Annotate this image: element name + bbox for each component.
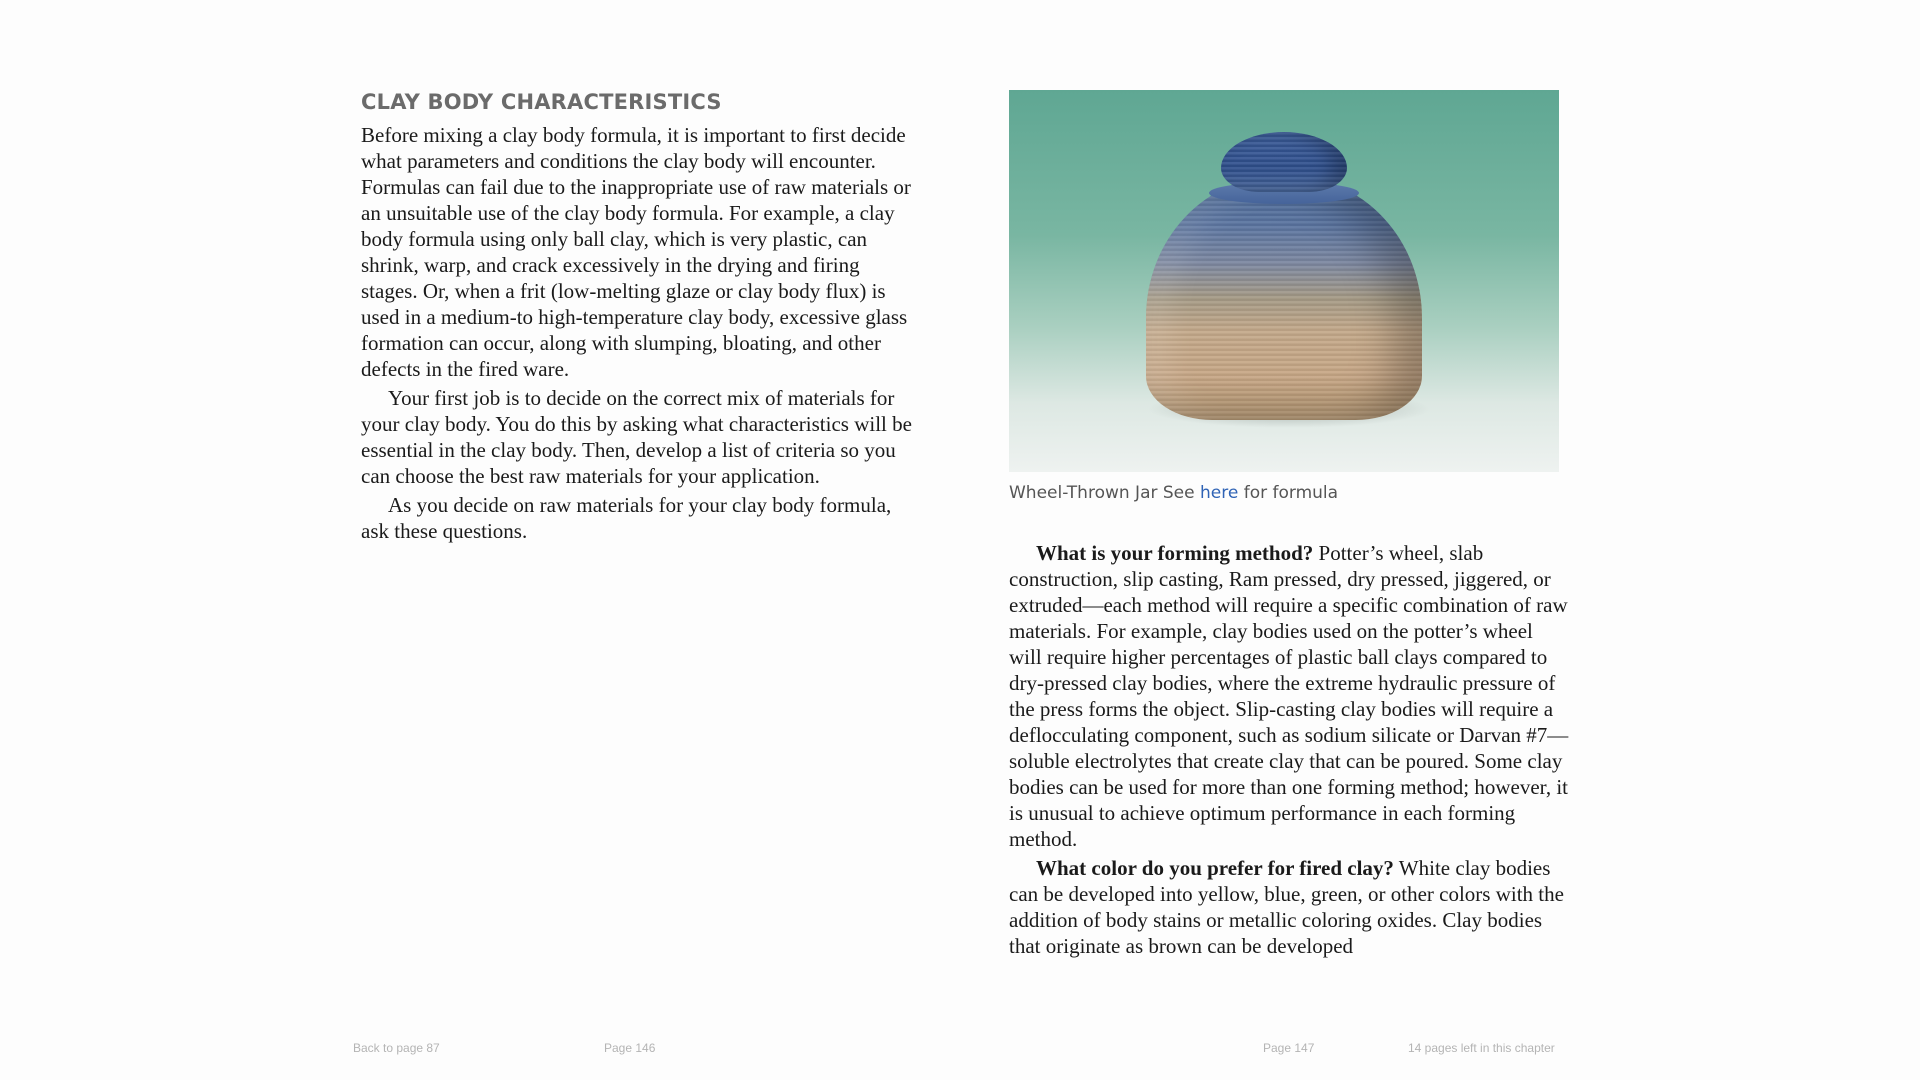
- photo-caption: [1009, 482, 1569, 504]
- right-column: [1009, 90, 1569, 962]
- page-number-right: Page 147: [1263, 1041, 1315, 1055]
- forming-method-answer: Potter’s wheel, slab construction, slip casting, Ram pressed, dry pressed, jiggered, or extruded—each method will require a specific combination of raw materials. For example, clay bodies used on the potter’s wheel will require higher percentages of plastic ball clays compared to dry-pressed clay bodies, where the extreme hydraulic pressure of the press forms the object. Slip-casting clay bodies will require a deflocculating component, such as sodium silicate or Darvan #7—soluble electrolytes that create clay that can be poured. Some clay bodies can be used for more than one forming method; however, it is unusual to achieve optimum performance in each forming method.: [1009, 541, 1569, 851]
- paragraph-intro: Before mixing a clay body formula, it is important to first decide what parameters and conditions the clay body will encounter. Formulas can fail due to the inappropriate use of raw materials or an unsuitable use of the clay body formula. For example, a clay body formula using only ball clay, which is very plastic, can shrink, warp, and crack excessively in the drying and firing stages. Or, when a frit (low-melting glaze or clay body flux) is used in a medium-to high-temperature clay body, excessive glass formation can occur, along with slumping, bloating, and other defects in the fired ware.: [361, 123, 911, 381]
- pages-left-in-chapter: 14 pages left in this chapter: [1408, 1041, 1555, 1055]
- caption-suffix: for formula: [1238, 483, 1339, 503]
- jar-body: [1146, 176, 1422, 420]
- section-heading: CLAY BODY CHARACTERISTICS: [361, 90, 722, 114]
- paragraph-questions: As you decide on raw materials for your clay body formula, ask these questions.: [361, 493, 892, 543]
- jar-lid: [1221, 132, 1347, 192]
- forming-method-question: What is your forming method?: [1036, 541, 1314, 565]
- back-to-page-link[interactable]: Back to page 87: [353, 1041, 440, 1055]
- fired-color-question: What color do you prefer for fired clay?: [1036, 856, 1394, 880]
- caption-prefix: Wheel-Thrown Jar See: [1009, 483, 1200, 503]
- page-number-left: Page 146: [604, 1041, 656, 1055]
- paragraph-fired-color: [1009, 855, 1569, 959]
- jar-photo[interactable]: [1009, 90, 1559, 472]
- paragraph-first-job: Your first job is to decide on the correct mix of materials for your clay body. You do this by asking what characteristics will be essential in the clay body. Then, develop a list of criteria so you can choose the best raw materials for your application.: [361, 386, 912, 488]
- fired-color-answer: White clay bodies can be developed into yellow, blue, green, or other colors with the addition of body stains or metallic coloring oxides. Clay bodies that originate as brown can be developed: [1009, 856, 1564, 958]
- right-page: [960, 0, 1920, 1080]
- left-column: [361, 88, 916, 547]
- paragraph-forming-method: [1009, 540, 1569, 852]
- caption-here-link[interactable]: here: [1200, 483, 1239, 503]
